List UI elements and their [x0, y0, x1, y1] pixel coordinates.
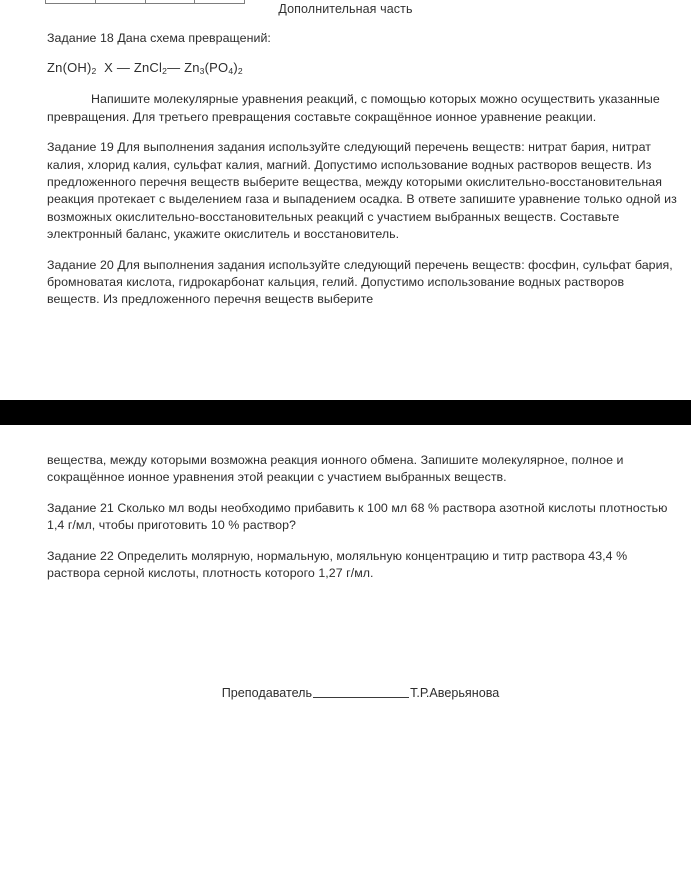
formula-subscript: 2	[237, 66, 243, 77]
signature-inner	[192, 684, 500, 702]
task-18-formula: $Zn(OH)_2$ X — ZnCl$_2$— $Zn_3(PO_4)_2$	[47, 60, 243, 77]
task-21-body: Задание 21 Сколько мл воды необходимо прибавить к 100 мл 68 % раствора азотной кислоты плотностью 1,4 г/мл, чтобы приготовить 10 % раствор?	[47, 500, 668, 533]
signature-label: Преподаватель	[221, 686, 313, 700]
scan-separator-band	[0, 400, 691, 425]
signature-name: Т.Р.Аверьянова	[410, 686, 500, 700]
task-20-body-top: Задание 20 Для выполнения задания используйте следующий перечень веществ: фосфин, сульфат бария, бромноватая кислота, гидрокарбонат кальция, гелий. Допустимо использование водных растворов веществ. Из предложенного перечня веществ выберите	[47, 257, 673, 307]
formula-subscript: 3	[199, 66, 205, 77]
upper-page-content	[47, 30, 679, 322]
task-22-body: Задание 22 Определить молярную, нормальную, моляльную концентрацию и титр раствора 43,4 % раствора серной кислоты, плотность которого 1,27 г/мл.	[47, 548, 628, 581]
signature-line	[0, 684, 691, 702]
formula-subscript: 2	[162, 66, 168, 77]
formula-subscript: 4	[228, 66, 234, 77]
lower-page-content	[47, 452, 679, 595]
task-18-body: Напишите молекулярные уравнения реакций, с помощью которых можно осуществить указанные превращения. Для третьего превращения составьте сокращённое ионное уравнение реакции.	[47, 92, 660, 124]
section-heading: Дополнительная часть	[278, 2, 413, 16]
signature-rule	[313, 686, 409, 698]
task-20-body-bottom: вещества, между которыми возможна реакция ионного обмена. Запишите молекулярное, полное и сокращённое ионное уравнения этой реакции с участием выбранных веществ.	[47, 453, 624, 485]
formula-subscript: 2	[91, 66, 97, 77]
task-18-intro: Задание 18 Дана схема превращений:	[47, 31, 271, 45]
task-19-body: Задание 19 Для выполнения задания используйте следующий перечень веществ: нитрат бария, нитрат калия, хлорид калия, сульфат калия, магний. Допустимо использование водных растворов веществ. Из предложенного перечня веществ выберите вещества, между которыми окислительно-восстановительная реакция протекает с выделением газа и выпадением осадка. В ответе запишите уравнение только одной из возможных окислительно-восстановительных реакций с участием выбранных веществ. Составьте электронный баланс, укажите окислитель и восстановитель.	[47, 140, 677, 242]
